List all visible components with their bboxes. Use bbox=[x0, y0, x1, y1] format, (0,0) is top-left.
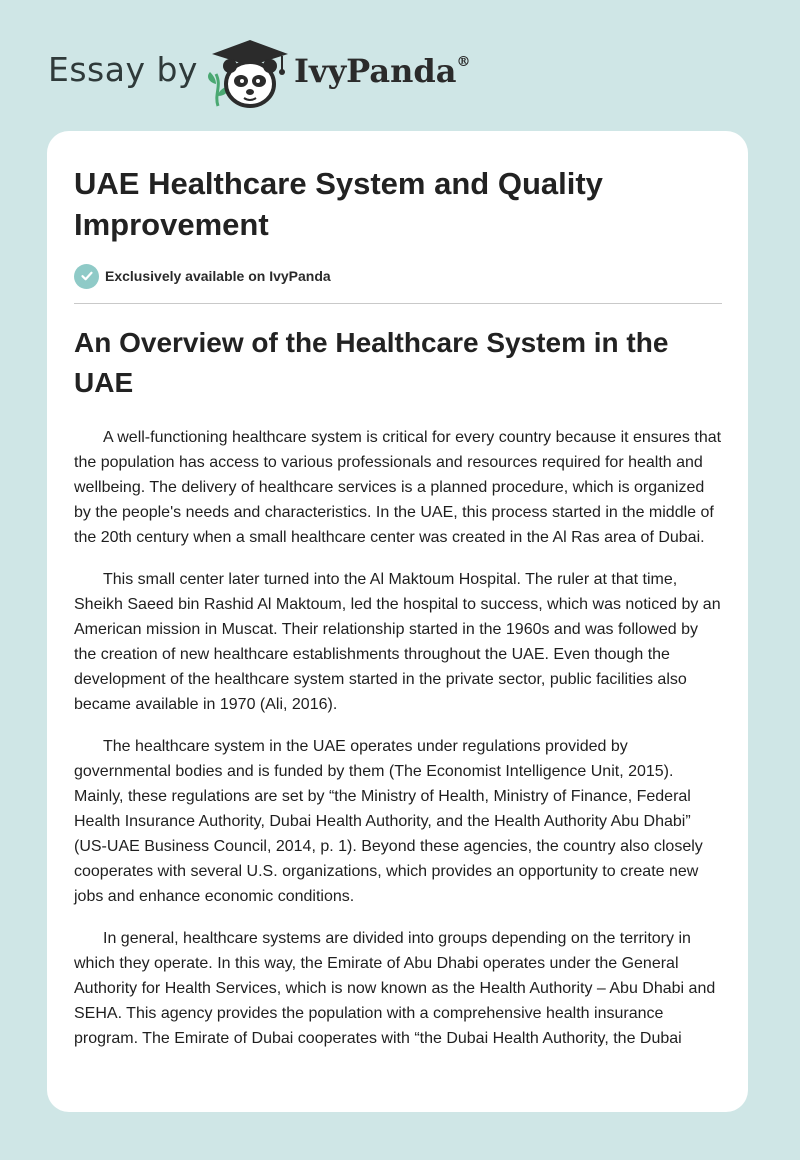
panda-graduate-icon bbox=[200, 36, 292, 110]
divider bbox=[74, 303, 722, 304]
registered-mark: ® bbox=[456, 54, 471, 71]
essay-card bbox=[47, 131, 748, 1112]
essay-title: UAE Healthcare System and Quality Improvement bbox=[74, 166, 603, 242]
essay-body bbox=[74, 425, 724, 1068]
essay-by-label: Essay by bbox=[48, 50, 198, 89]
check-icon bbox=[74, 264, 99, 289]
paragraph: A well-functioning healthcare system is critical for every country because it ensures that the population has access to various professionals and resources required for health and wellbeing. The delivery of healthcare services is a planned procedure, which is organized by the people's needs and characteristics. In the UAE, this process started in the middle of the 20th century when a small healthcare center was created in the Al Ras area of Dubai. bbox=[74, 429, 722, 546]
exclusive-badge bbox=[74, 263, 331, 289]
paragraph: This small center later turned into the Al Maktoum Hospital. The ruler at that time, Sheikh Saeed bin Rashid Al Maktoum, led the hospital to success, which was noticed by an American mission in Muscat. Their relationship started in the 1960s and was followed by the creation of new healthcare establishments throughout the UAE. Even though the development of the healthcare system started in the private sector, public facilities also became available in 1970 (Ali, 2016). bbox=[74, 571, 721, 713]
paragraph: In general, healthcare systems are divided into groups depending on the territory in which they operate. In this way, the Emirate of Abu Dhabi operates under the General Authority for Health Services, which is now known as the Health Authority – Abu Dhabi and SEHA. This agency provides the population with a comprehensive health insurance program. The Emirate of Dubai cooperates with “the Dubai Health Authority, the Dubai bbox=[74, 930, 716, 1047]
site-header bbox=[0, 0, 800, 130]
brand-text: IvyPanda bbox=[294, 52, 457, 90]
section-heading: An Overview of the Healthcare System in the UAE bbox=[74, 327, 669, 398]
exclusive-badge-label: Exclusively available on IvyPanda bbox=[105, 268, 331, 284]
paragraph: The healthcare system in the UAE operates under regulations provided by governmental bodies and is funded by them (The Economist Intelligence Unit, 2015). Mainly, these regulations are set by “the Ministry of Health, Ministry of Finance, Federal Health Insurance Authority, Dubai Health Authority, and the Health Authority Abu Dhabi” (US-UAE Business Council, 2014, p. 1). Beyond these agencies, the country also closely cooperates with several U.S. organizations, which provides an opportunity to create new jobs and enhance economic conditions. bbox=[74, 738, 703, 905]
brand-name bbox=[294, 52, 470, 90]
